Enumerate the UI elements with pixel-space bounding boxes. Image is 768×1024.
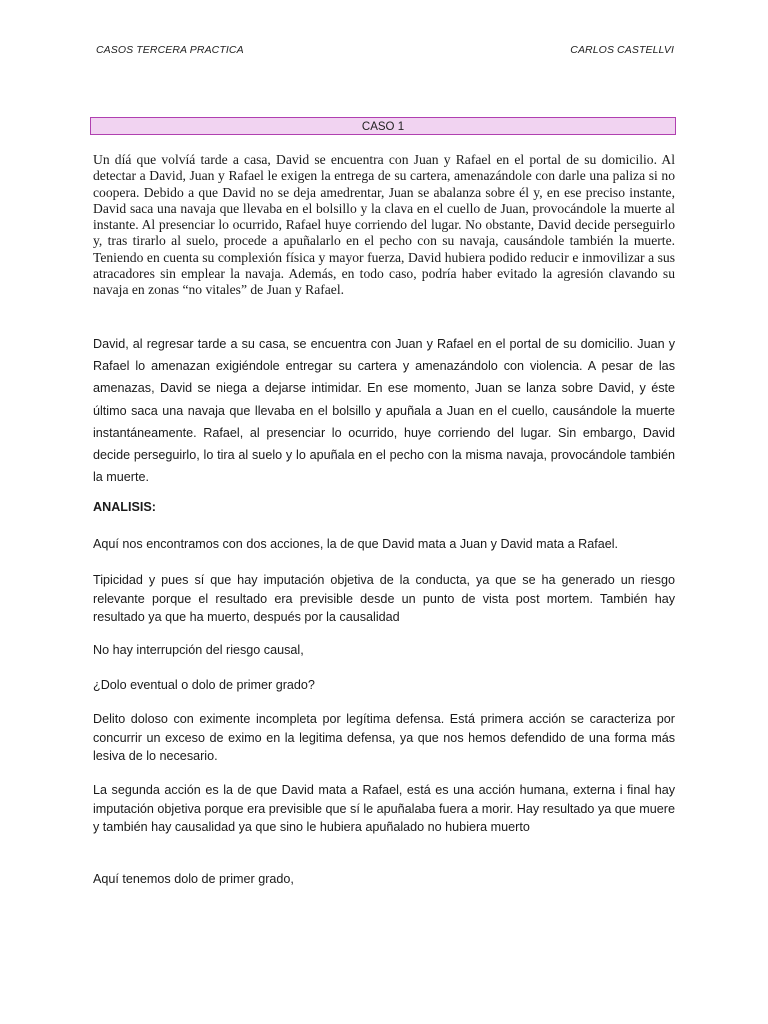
delito-doloso-paragraph: Delito doloso con eximente incompleta por legítima defensa. Está primera acción se caracteriza por concurrir un exceso de eximo en la legitima defensa, ya que nos hemos defendido de una forma más lesiva de lo necesario. xyxy=(93,712,675,764)
tipicidad-paragraph: Tipicidad y pues sí que hay imputación objetiva de la conducta, ya que se ha generado un riesgo relevante porque el resultado era previsible desde un punto de vista post mortem. También hay resultado ya que ha muerto, después por la causalidad xyxy=(93,573,675,625)
causal-interruption-paragraph: No hay interrupción del riesgo causal, xyxy=(93,643,304,657)
header-author: CARLOS CASTELLVI xyxy=(570,44,674,56)
header-left-title: CASOS TERCERA PRACTICA xyxy=(96,44,244,56)
case-title-box: CASO 1 xyxy=(90,117,676,135)
original-case-paragraph: Un díá que volvíá tarde a casa, David se encuentra con Juan y Rafael en el portal de su domicilio. Al detectar a David, Juan y Rafael le exigen la entrega de su cartera, amenazándole con darle una paliza si no coopera. Debido a que David no se deja amedrentar, Juan se abalanza sobre él y, en ese preciso instante, David saca una navaja que llevaba en el bolsillo y la clava en el cuello de Juan, provocándole la muerte al instante. Al presenciar lo ocurrido, Rafael huye corriendo del lugar. No obstante, David decide perseguirlo y, tras tirarlo al suelo, procede a apuñalarlo en el pecho con su navaja, causándole también la muerte. Teniendo en cuenta su complexión física y mayor fuerza, David hubiera podido reducir e inmovilizar a sus atracadores sin emplear la navaja. Además, en todo caso, podría haber evitado la agresión clavando su navaja en zonas “no vitales” de Juan y Rafael. xyxy=(93,152,675,298)
dolo-question-paragraph: ¿Dolo eventual o dolo de primer grado? xyxy=(93,678,315,692)
first-degree-dolo-paragraph: Aquí tenemos dolo de primer grado, xyxy=(93,872,294,886)
two-actions-paragraph: Aquí nos encontramos con dos acciones, la de que David mata a Juan y David mata a Rafael. xyxy=(93,537,619,551)
case-summary-paragraph: David, al regresar tarde a su casa, se encuentra con Juan y Rafael en el portal de su domicilio. Juan y Rafael lo amenazan exigiéndole entregar su cartera y amenazándolo con violencia. A pesar de las amenazas, David se niega a dejarse intimidar. En ese momento, Juan se lanza sobre David, y éste último saca una navaja que llevaba en el bolsillo y apuñala a Juan en el cuello, causándole la muerte instantáneamente. Rafael, al presenciar lo ocurrido, huye corriendo del lugar. Sin embargo, David decide perseguirlo, lo tira al suelo y lo apuñala en el pecho con la misma navaja, provocándole también la muerte. xyxy=(93,337,675,485)
analysis-heading: ANALISIS: xyxy=(93,500,156,514)
second-action-paragraph: La segunda acción es la de que David mata a Rafael, está es una acción humana, externa i final hay imputación objetiva porque era previsible que sí le apuñalaba fuera a morir. Hay resultado ya que muere y también hay causalidad ya que sino le hubiera apuñalado no hubiera muerto xyxy=(93,783,675,835)
